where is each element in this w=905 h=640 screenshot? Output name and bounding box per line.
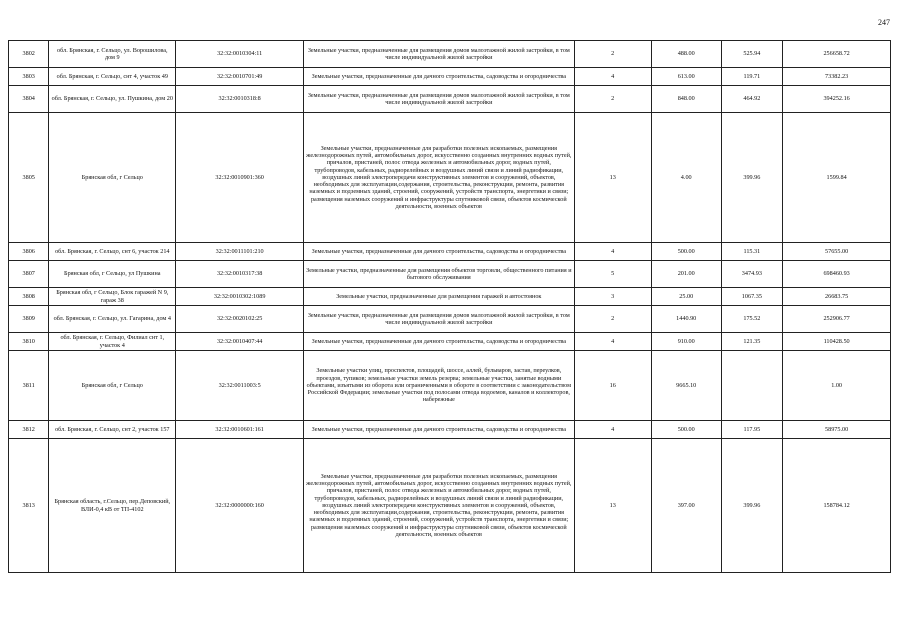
row-number: 3813 [9,439,49,573]
land-use-cell: Земельные участки, предназначенные для размещения домов малоэтажной жилой застройки, в том числе индивидуальной жилой застройки [304,306,574,333]
rate-cell: 1067.35 [721,288,783,306]
row-number: 3802 [9,41,49,68]
area-cell: 1440.90 [651,306,721,333]
group-cell: 2 [574,41,651,68]
area-cell: 9665.10 [651,351,721,421]
table-row [9,421,891,439]
group-cell: 13 [574,439,651,573]
land-use-cell: Земельные участки, предназначенные для дачного строительства, садоводства и огородничества [304,243,574,261]
cadastral-value-cell: 1599.84 [783,113,891,243]
group-cell: 4 [574,333,651,351]
cadastral-number-cell: 32:32:0010701:49 [176,68,304,86]
rate-cell: 525.94 [721,41,783,68]
cadastral-value-cell: 58975.00 [783,421,891,439]
area-cell: 25.00 [651,288,721,306]
group-cell: 5 [574,261,651,288]
group-cell: 16 [574,351,651,421]
row-number: 3804 [9,86,49,113]
cadastral-value-cell: 394252.16 [783,86,891,113]
table-row [9,68,891,86]
rate-cell [721,351,783,421]
row-number: 3808 [9,288,49,306]
page-number: 247 [878,18,890,27]
cadastral-number-cell: 32:32:0010304:11 [176,41,304,68]
group-cell: 4 [574,421,651,439]
rate-cell: 464.92 [721,86,783,113]
address-cell: Брянская область, г.Сельцо, пер.Деповский, ВЛИ-0,4 кВ от ТП-4102 [49,439,176,573]
area-cell: 397.00 [651,439,721,573]
table-row [9,41,891,68]
cadastral-value-cell: 57655.00 [783,243,891,261]
area-cell: 500.00 [651,421,721,439]
group-cell: 4 [574,243,651,261]
cadastral-value-cell: 698460.93 [783,261,891,288]
land-use-cell: Земельные участки, предназначенные для дачного строительства, садоводства и огородничества [304,68,574,86]
cadastral-value-cell: 110428.50 [783,333,891,351]
land-use-cell: Земельные участки, предназначенные для размещения объектов торговли, общественного питания и бытового обслуживания [304,261,574,288]
table-row [9,113,891,243]
cadastral-number-cell: 32:32:0010407:44 [176,333,304,351]
address-cell: Брянская обл, г Сельцо, Блок гаражей N 9, гараж 38 [49,288,176,306]
land-use-cell: Земельные участки, предназначенные для размещения домов малоэтажной жилой застройки, в том числе индивидуальной жилой застройки [304,41,574,68]
row-number: 3812 [9,421,49,439]
cadastral-number-cell: 32:32:0011003:5 [176,351,304,421]
cadastral-value-cell: 73382.23 [783,68,891,86]
address-cell: обл. Брянская, г. Сельцо, снт 4, участок 49 [49,68,176,86]
rate-cell: 115.31 [721,243,783,261]
address-cell: обл. Брянская, г. Сельцо, снт 6, участок 214 [49,243,176,261]
address-cell: Брянская обл, г Сельцо, ул Пушкина [49,261,176,288]
group-cell: 3 [574,288,651,306]
group-cell: 2 [574,86,651,113]
land-use-cell: Земельные участки, предназначенные для дачного строительства, садоводства и огородничества [304,333,574,351]
table-row [9,306,891,333]
land-use-cell: Земельные участки улиц, проспектов, площадей, шоссе, аллей, бульваров, застав, переулков, проездов, тупиков; земельные участки земель резерва; земельные участки, занятые водными объектами, изъятыми из оборота или ограниченными в обороте в соответствии с законодательством Российской Федерации; земельные участки под полосами отвода водоемов, каналов и коллекторов, набережные [304,351,574,421]
rate-cell: 399.96 [721,439,783,573]
cadastral-number-cell: 32:32:0010302:1089 [176,288,304,306]
rate-cell: 3474.93 [721,261,783,288]
group-cell: 2 [574,306,651,333]
row-number: 3811 [9,351,49,421]
land-use-cell: Земельные участки, предназначенные для разработки полезных ископаемых, размещения железнодорожных путей, автомобильных дорог, искусственно созданных внутренних водных путей, причалов, пристаней, полос отвода железных и автомобильных дорог, водных путей, трубопроводов, кабельных, радиорелейных и воздушных линий связи и линий радиофикации, воздушных линий электропередачи конструктивных элементов и сооружений, объектов, необходимых для эксплуатации,содержания, строительства, реконструкции, ремонта, развития наземных и подземных зданий, строений, сооружений, устройств транспорта, энергетики и связи; размещения наземных сооружений и инфраструктуры спутниковой связи, объектов космической деятельности, военных объектов [304,439,574,573]
table-row [9,333,891,351]
cadastral-number-cell: 32:32:0010901:360 [176,113,304,243]
group-cell: 13 [574,113,651,243]
row-number: 3810 [9,333,49,351]
land-use-cell: Земельные участки, предназначенные для дачного строительства, садоводства и огородничества [304,421,574,439]
cadastral-number-cell: 32:32:0010601:161 [176,421,304,439]
land-use-cell: Земельные участки, предназначенные для размещения гаражей и автостоянок [304,288,574,306]
area-cell: 4.00 [651,113,721,243]
rate-cell: 119.71 [721,68,783,86]
row-number: 3809 [9,306,49,333]
area-cell: 848.00 [651,86,721,113]
area-cell: 613.00 [651,68,721,86]
address-cell: обл. Брянская, г. Сельцо, ул. Пушкина, дом 20 [49,86,176,113]
row-number: 3803 [9,68,49,86]
rate-cell: 175.52 [721,306,783,333]
address-cell: Брянская обл, г Сельцо [49,351,176,421]
land-use-cell: Земельные участки, предназначенные для размещения домов малоэтажной жилой застройки, в том числе индивидуальной жилой застройки [304,86,574,113]
table-row [9,86,891,113]
table-row [9,243,891,261]
address-cell: обл. Брянская, г. Сельцо, снт 2, участок 157 [49,421,176,439]
table-row [9,351,891,421]
cadastral-value-cell: 158784.12 [783,439,891,573]
rate-cell: 117.95 [721,421,783,439]
cadastral-value-cell: 256658.72 [783,41,891,68]
cadastral-number-cell: 32:32:0010318:8 [176,86,304,113]
table-row [9,439,891,573]
address-cell: обл. Брянская, г. Сельцо, ул. Гагарина, дом 4 [49,306,176,333]
cadastral-number-cell: 32:32:0000000:160 [176,439,304,573]
area-cell: 488.00 [651,41,721,68]
area-cell: 201.00 [651,261,721,288]
rate-cell: 399.96 [721,113,783,243]
cadastral-value-cell: 26683.75 [783,288,891,306]
address-cell: обл. Брянская, г. Сельцо, ул. Ворошилова, дом 9 [49,41,176,68]
table-row [9,261,891,288]
group-cell: 4 [574,68,651,86]
rate-cell: 121.35 [721,333,783,351]
table-row [9,288,891,306]
row-number: 3805 [9,113,49,243]
cadastral-value-cell: 252906.77 [783,306,891,333]
cadastral-value-cell: 1.00 [783,351,891,421]
row-number: 3807 [9,261,49,288]
land-use-cell: Земельные участки, предназначенные для разработки полезных ископаемых, размещения железнодорожных путей, автомобильных дорог, искусственно созданных внутренних водных путей, причалов, пристаней, полос отвода железных и автомобильных дорог, водных путей, трубопроводов, кабельных, радиорелейных и воздушных линий связи и линий радиофикации, воздушных линий электропередачи конструктивных элементов и сооружений, объектов, необходимых для эксплуатации,содержания, строительства, реконструкции, ремонта, развития наземных и подземных зданий, строений, сооружений, устройств транспорта, энергетики и связи; размещения наземных сооружений и инфраструктуры спутниковой связи, объектов космической деятельности, военных объектов [304,113,574,243]
cadastral-number-cell: 32:32:0011101:210 [176,243,304,261]
address-cell: Брянская обл, г Сельцо [49,113,176,243]
cadastral-number-cell: 32:32:0020102:25 [176,306,304,333]
cadastral-number-cell: 32:32:0010317:38 [176,261,304,288]
area-cell: 500.00 [651,243,721,261]
area-cell: 910.00 [651,333,721,351]
row-number: 3806 [9,243,49,261]
cadastral-value-table [8,40,891,573]
address-cell: обл. Брянская, г. Сельцо, Филиал снт 1, участок 4 [49,333,176,351]
